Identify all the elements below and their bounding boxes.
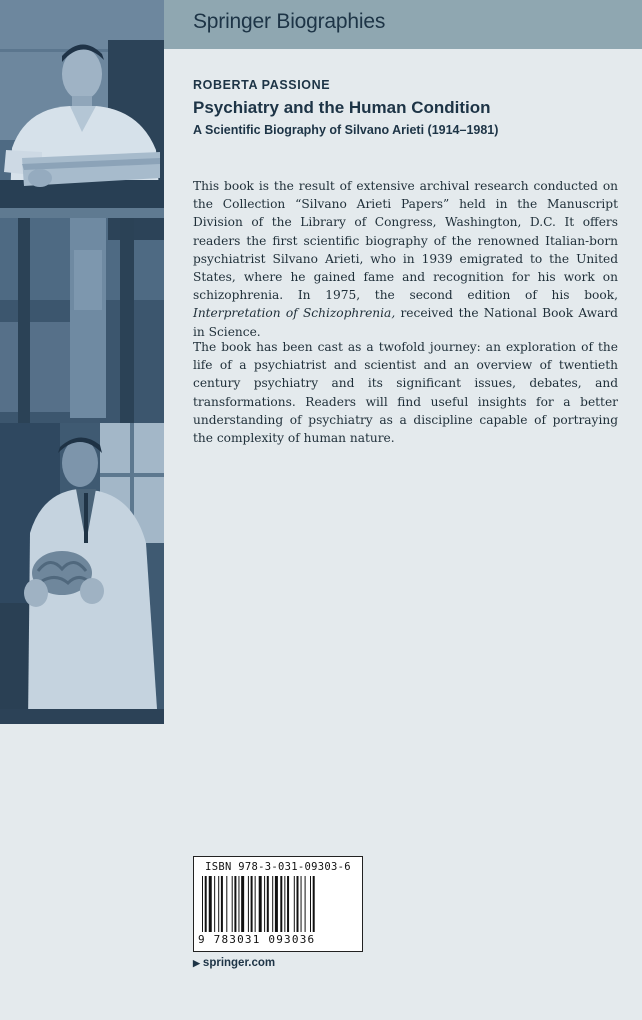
barcode-bar	[284, 876, 285, 932]
barcode-bar	[313, 876, 315, 932]
barcode-bar	[264, 876, 265, 932]
barcode-bar	[255, 876, 256, 932]
barcode-bar	[275, 876, 278, 932]
barcode-bar	[294, 876, 295, 932]
barcode-bar	[232, 876, 233, 932]
barcode-bar	[226, 876, 227, 932]
barcode-bar	[297, 876, 299, 932]
author-name: ROBERTA PASSIONE	[193, 78, 331, 92]
barcode-bar	[248, 876, 249, 932]
arrow-right-icon: ▶	[193, 958, 200, 968]
description-paragraph-1	[193, 177, 618, 341]
barcode-bar	[259, 876, 262, 932]
description-paragraph-2: The book has been cast as a twofold journey: an exploration of the life of a psychiatrist and scientist and an overview of twentieth century psychiatry and its significant issues, debates, and transformations. Readers will find useful insights for a better understanding of psychiatry as a discipline capable of portraying the complexity of human nature.	[193, 340, 618, 446]
barcode-bars	[200, 876, 358, 932]
ean-digits: 9 783031 093036	[198, 933, 316, 946]
description-text-b: received the National Book Award in Science.	[193, 306, 618, 339]
isbn-barcode	[193, 856, 363, 952]
barcode-bar	[205, 876, 207, 932]
barcode-bar	[251, 876, 253, 932]
barcode-bar	[234, 876, 236, 932]
barcode-bar	[287, 876, 289, 932]
barcode-bar	[310, 876, 311, 932]
barcode-bar	[280, 876, 282, 932]
photo-strip	[0, 0, 164, 724]
publisher-link[interactable]	[193, 957, 275, 969]
description-book-title: Interpretation of Schizophrenia,	[193, 306, 396, 321]
photo-man-with-brain	[0, 423, 164, 724]
publisher-url: springer.com	[202, 957, 276, 969]
barcode-bar	[214, 876, 215, 932]
barcode-bar	[301, 876, 302, 932]
barcode-bar	[305, 876, 306, 932]
photo-man-reading	[0, 0, 164, 423]
barcode-bar	[272, 876, 273, 932]
barcode-bar	[209, 876, 212, 932]
barcode-bar	[221, 876, 223, 932]
barcode-bar	[241, 876, 244, 932]
isbn-label: ISBN 978-3-031-09303-6	[205, 861, 351, 873]
series-name: Springer Biographies	[193, 10, 386, 33]
book-title: Psychiatry and the Human Condition	[193, 98, 491, 117]
description-text-a: This book is the result of extensive archival research conducted on the Collection “Silvano Arieti Papers” held in the Manuscript Division of the Library of Congress, Washington, D.C. It offers readers the first scientific biography of the renowned Italian-born psychiatrist Silvano Arieti, who in 1939 emigrated to the United States, where he gained fame and recognition for his work on schizophrenia. In 1975, the second edition of his book,	[193, 179, 618, 303]
book-subtitle: A Scientific Biography of Silvano Arieti (1914–1981)	[193, 123, 499, 137]
barcode-bar	[267, 876, 269, 932]
barcode-bar	[218, 876, 219, 932]
barcode-bar	[238, 876, 239, 932]
barcode-bar	[202, 876, 203, 932]
